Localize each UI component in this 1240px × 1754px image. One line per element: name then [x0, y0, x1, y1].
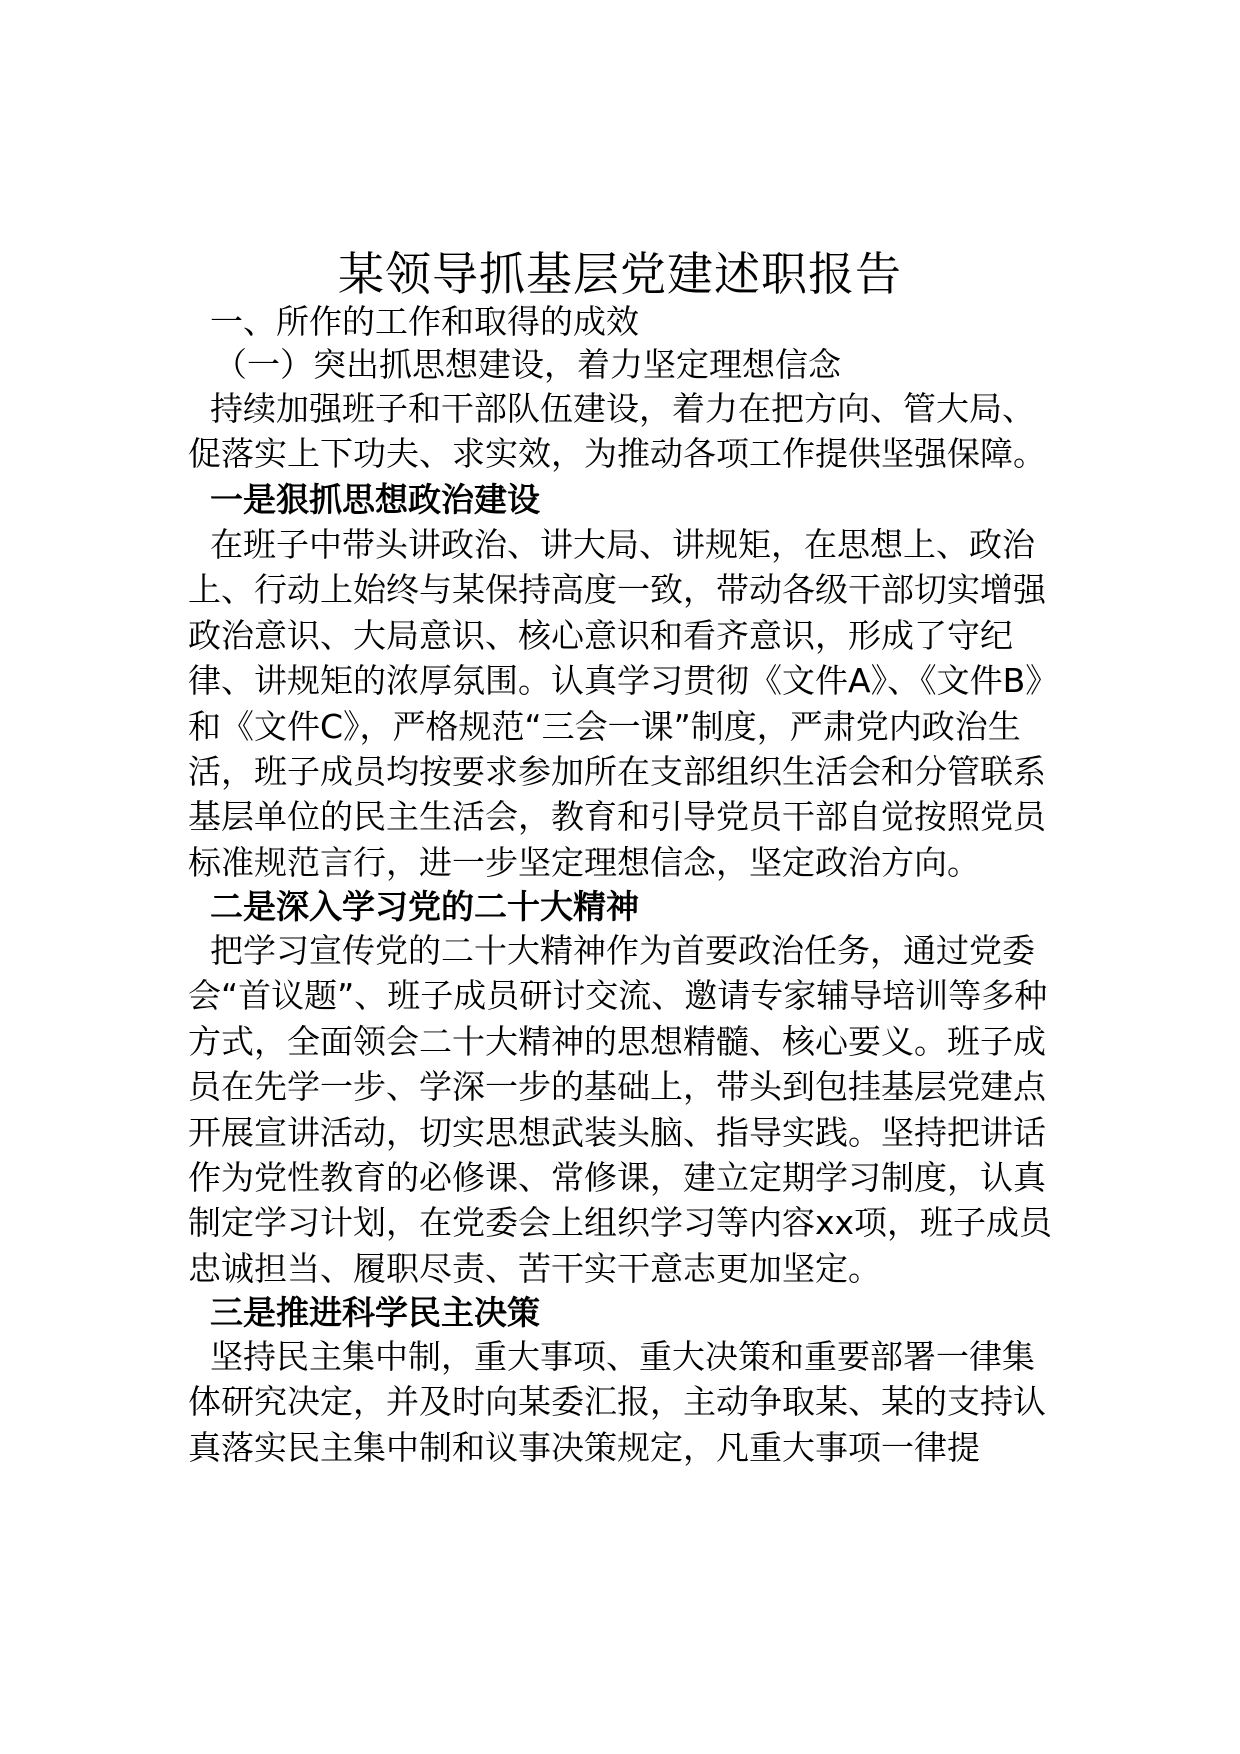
point-heading-3: 三是推进科学民主决策 [210, 1293, 540, 1332]
subsection-heading: （一）突出抓思想建设，着力坚定理想信念 [214, 345, 841, 384]
document-title: 某领导抓基层党建述职报告 [338, 246, 902, 301]
point-heading-1: 一是狠抓思想政治建设 [210, 480, 540, 519]
point-heading-2: 二是深入学习党的二十大精神 [210, 887, 639, 926]
intro-paragraph: 持续加强班子和干部队伍建设，着力在把方向、管大局、促落实上下功夫、求实效，为推动各项工作提供坚强保障。 [188, 389, 1046, 474]
section-heading: 一、所作的工作和取得的成效 [210, 302, 639, 341]
paragraph-3: 坚持民主集中制，重大事项、重大决策和重要部署一律集体研究决定，并及时向某委汇报，主动争取某、某的支持认真落实民主集中制和议事决策规定，凡重大事项一律提 [188, 1337, 1046, 1467]
paragraph-1: 在班子中带头讲政治、讲大局、讲规矩，在思想上、政治上、行动上始终与某保持高度一致，带动各级干部切实增强政治意识、大局意识、核心意识和看齐意识，形成了守纪律、讲规矩的浓厚氛围。认真学习贯彻《文件A》、《文件B》和《文件C》，严格规范“三会一课”制度，严肃党内政治生活，班子成员均按要求参加所在支部组织生活会和分管联系基层单位的民主生活会，教育和引导党员干部自觉按照党员标准规范言行，进一步坚定理想信念，坚定政治方向。 [188, 525, 1046, 882]
paragraph-2: 把学习宣传党的二十大精神作为首要政治任务，通过党委会“首议题”、班子成员研讨交流、邀请专家辅导培训等多种方式，全面领会二十大精神的思想精髓、核心要义。班子成员在先学一步、学深一步的基础上，带头到包挂基层党建点开展宣讲活动，切实思想武装头脑、指导实践。坚持把讲话作为党性教育的必修课、常修课，建立定期学习制度，认真制定学习计划，在党委会上组织学习等内容xx项，班子成员忠诚担当、履职尽责、苦干实干意志更加坚定。 [188, 931, 1053, 1288]
